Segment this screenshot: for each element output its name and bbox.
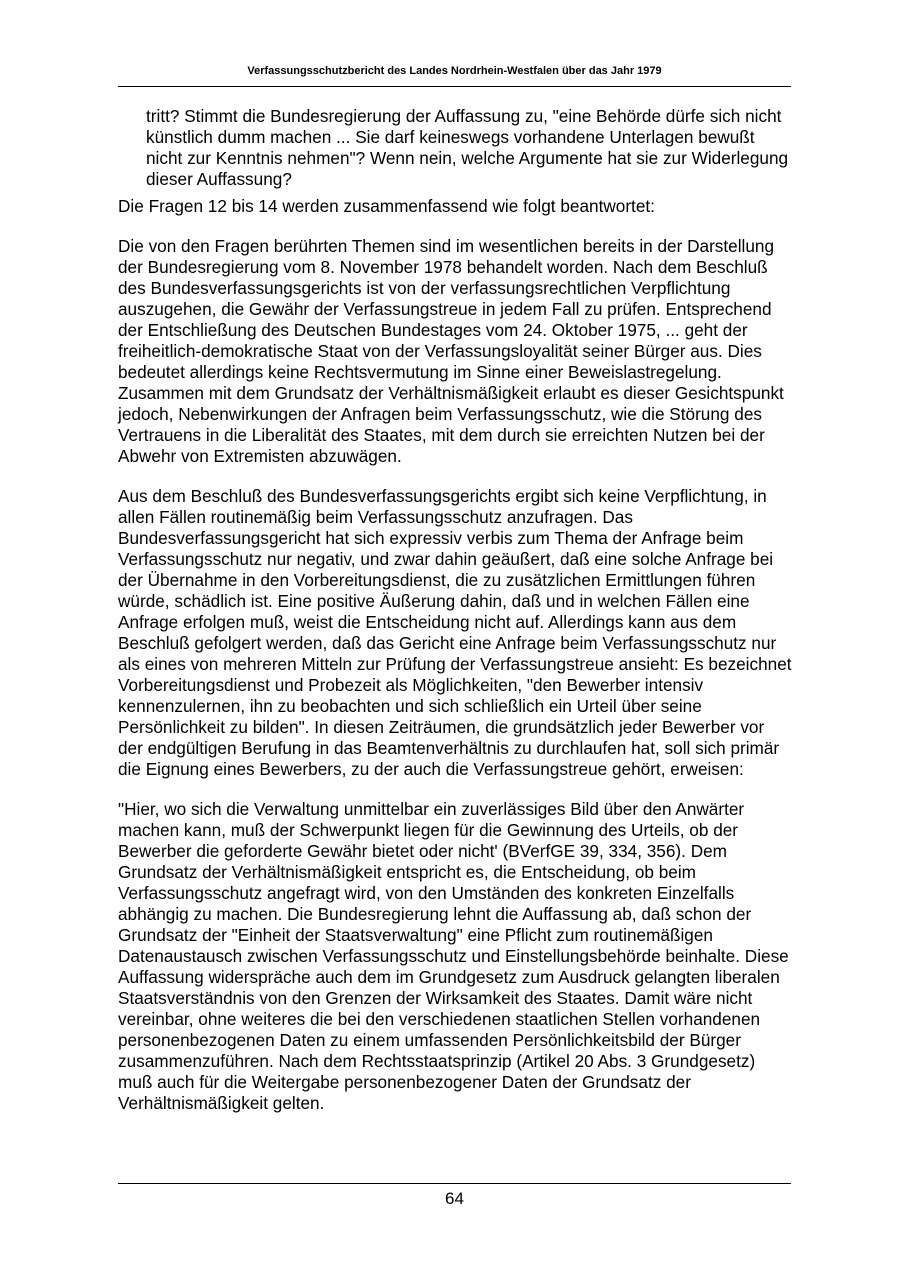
body-paragraph: Die von den Fragen berührten Themen sind im wesentlichen bereits in der Darstellung der Bundesregierung vom 8. November 1978 behandelt worden. Nach dem Beschluß des Bundesverfassungsgerichts ist von der verfassungsrechtlichen Verpflichtung auszugehen, die Gewähr der Verfassungstreue in jedem Fall zu prüfen. Entsprechend der Entschließung des Deutschen Bundestages vom 24. Oktober 1975, ... geht der freiheitlich-demokratische Staat von der Verfassungsloyalität seiner Bürger aus. Dies bedeutet allerdings keine Rechtsvermutung im Sinne einer Beweislastregelung. Zusammen mit dem Grundsatz der Verhältnismäßigkeit erlaubt es dieser Gesichtspunkt jedoch, Nebenwirkungen der Anfragen beim Verfassungsschutz, wie die Störung des Vertrauens in die Liberalität des Staates, mit dem durch sie erreichten Nutzen bei der Abwehr von Extremisten abzuwägen. [118,236,784,466]
body-paragraph: "Hier, wo sich die Verwaltung unmittelbar ein zuverlässiges Bild über den Anwärter machen kann, muß der Schwerpunkt liegen für die Gewinnung des Urteils, ob der Bewerber die geforderte Gewähr bietet oder nicht' (BVerfGE 39, 334, 356). Dem Grundsatz der Verhältnismäßigkeit entspricht es, die Entscheidung, ob beim Verfassungsschutz angefragt wird, von den Umständen des konkreten Einzelfalls abhängig zu machen. Die Bundesregierung lehnt die Auffassung ab, daß schon der Grundsatz der "Einheit der Staatsverwaltung" eine Pflicht zum routinemäßigen Datenaustausch zwischen Verfassungsschutz und Einstellungsbehörde beinhalte. Diese Auffassung widerspräche auch dem im Grundgesetz zum Ausdruck gelangten liberalen Staatsverständnis von den Grenzen der Wirksamkeit des Staates. Damit wäre nicht vereinbar, ohne weiteres die bei den verschiedenen staatlichen Stellen vorhandenen personenbezogenen Daten zu einem umfassenden Persönlichkeitsbild der Bürger zusammenzuführen. Nach dem Rechtsstaatsprinzip (Artikel 20 Abs. 3 Grundgesetz) muß auch für die Weitergabe personenbezogener Daten der Grundsatz der Verhältnismäßigkeit gelten. [118,799,789,1113]
body-paragraph: Aus dem Beschluß des Bundesverfassungsgerichts ergibt sich keine Verpflichtung, in allen Fällen routinemäßig beim Verfassungsschutz anzufragen. Das Bundesverfassungsgericht hat sich expressiv verbis zum Thema der Anfrage beim Verfassungsschutz nur negativ, und zwar dahin geäußert, daß eine solche Anfrage bei der Übernahme in den Vorbereitungsdienst, die zu zusätzlichen Ermittlungen führen würde, schädlich ist. Eine positive Äußerung dahin, daß und in welchen Fällen eine Anfrage erfolgen muß, weist die Entscheidung nicht auf. Allerdings kann aus dem Beschluß gefolgert werden, daß das Gericht eine Anfrage beim Verfassungsschutz nur als eines von mehreren Mitteln zur Prüfung der Verfassungstreue ansieht: Es bezeichnet Vorbereitungsdienst und Probezeit als Möglichkeiten, "den Bewerber intensiv kennenzulernen, ihn zu beobachten und sich schließlich ein Urteil über seine Persönlichkeit zu bilden". In diesen Zeiträumen, die grundsätzlich jeder Bewerber vor der endgültigen Berufung in das Beamtenverhältnis zu durchlaufen hat, soll sich primär die Eignung eines Bewerbers, zu der auch die Verfassungstreue gehört, erweisen: [118,486,792,779]
footer-rule [118,1183,791,1184]
header-rule [118,86,791,87]
answer-intro-paragraph: Die Fragen 12 bis 14 werden zusammenfassend wie folgt beantwortet: [118,196,655,216]
page-number: 64 [445,1189,464,1208]
quoted-question-continuation: tritt? Stimmt die Bundesregierung der Auffassung zu, "eine Behörde dürfe sich nicht künstlich dumm machen ... Sie darf keineswegs vorhandene Unterlagen bewußt nicht zur Kenntnis nehmen"? Wenn nein, welche Argumente hat sie zur Widerlegung dieser Auffassung? [146,106,789,189]
running-header: Verfassungsschutzbericht des Landes Nordrhein-Westfalen über das Jahr 1979 [247,65,662,77]
body-text [118,106,793,1133]
